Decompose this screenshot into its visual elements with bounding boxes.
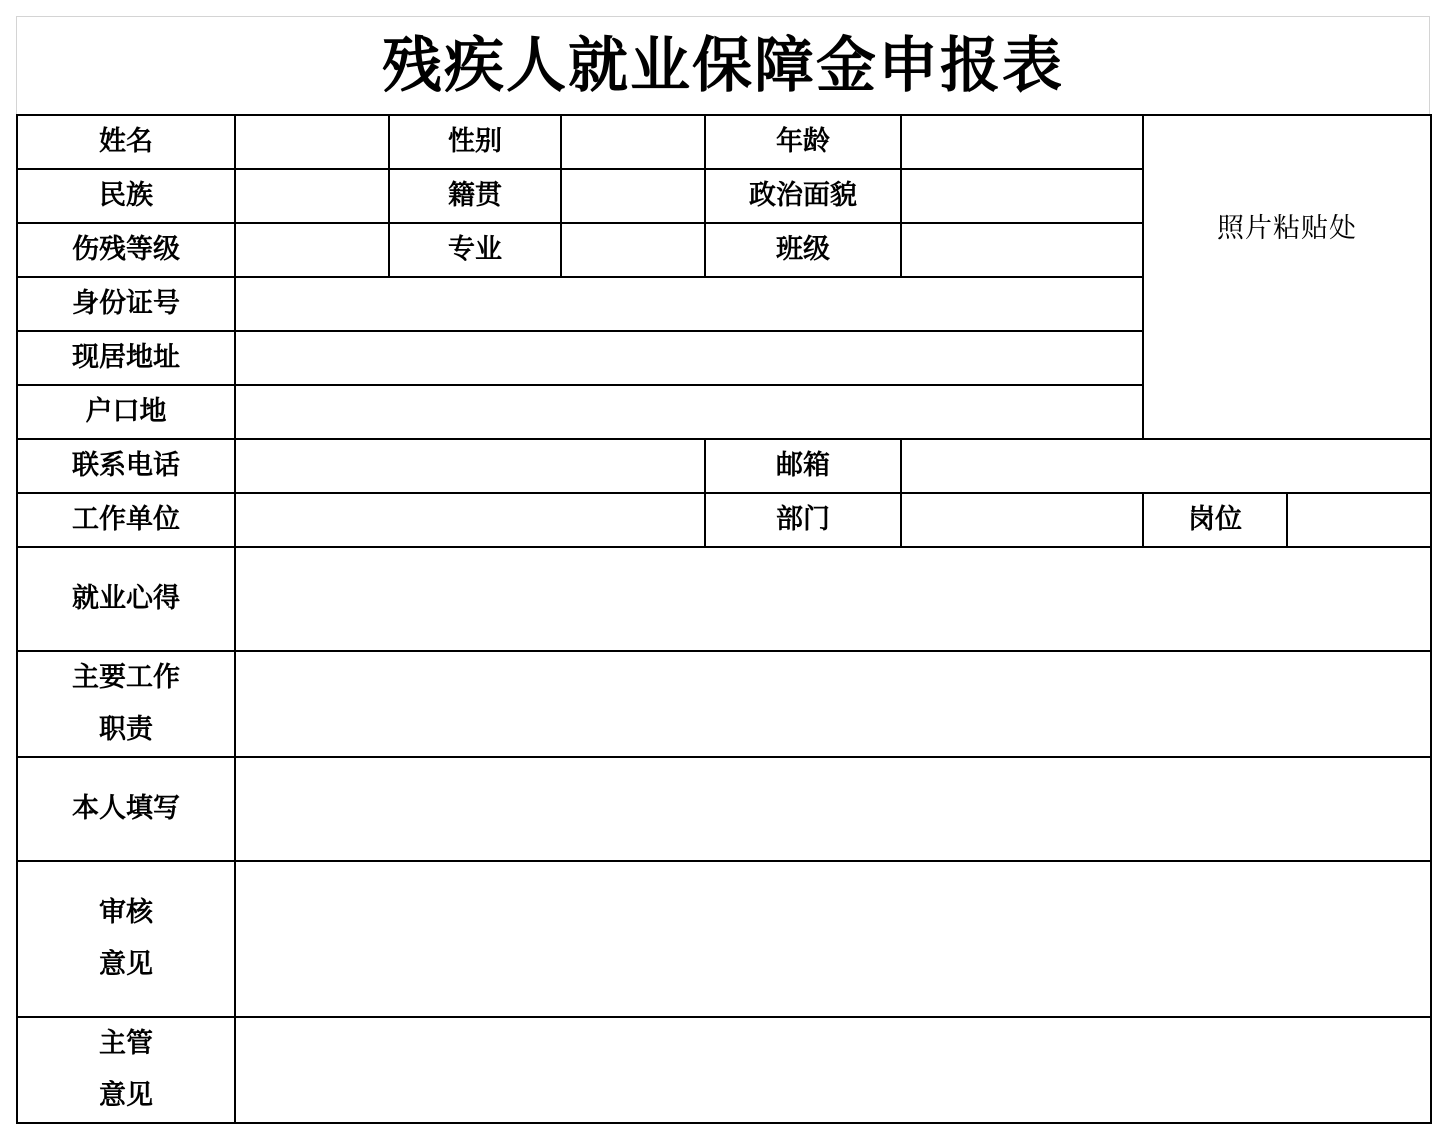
label-supervisor	[17, 1017, 235, 1123]
label-review-line2: 意见	[99, 949, 153, 980]
label-main-duties-line2: 职责	[99, 714, 153, 745]
field-major[interactable]	[561, 223, 705, 277]
label-phone: 联系电话	[17, 439, 235, 493]
row-employer	[17, 493, 1431, 547]
field-name[interactable]	[235, 115, 389, 169]
field-main-duties[interactable]	[235, 651, 1431, 757]
label-main-duties-line1: 主要工作	[72, 662, 180, 693]
label-review	[17, 861, 235, 1017]
photo-placeholder: 照片粘贴处	[1217, 212, 1357, 244]
row-review	[17, 861, 1431, 1017]
field-supervisor[interactable]	[235, 1017, 1431, 1123]
form-title: 残疾人就业保障金申报表	[382, 30, 1064, 101]
label-employer: 工作单位	[17, 493, 235, 547]
label-email: 邮箱	[705, 439, 901, 493]
label-supervisor-line2: 意见	[99, 1080, 153, 1111]
field-household-registration[interactable]	[235, 385, 1143, 439]
row-name	[17, 115, 1431, 169]
label-class: 班级	[705, 223, 901, 277]
label-age: 年龄	[705, 115, 901, 169]
label-id-number: 身份证号	[17, 277, 235, 331]
label-current-address: 现居地址	[17, 331, 235, 385]
photo-area[interactable]	[1143, 115, 1431, 439]
field-email[interactable]	[901, 439, 1431, 493]
field-phone[interactable]	[235, 439, 705, 493]
field-position[interactable]	[1287, 493, 1431, 547]
label-main-duties	[17, 651, 235, 757]
label-supervisor-line1: 主管	[99, 1028, 153, 1059]
field-class[interactable]	[901, 223, 1143, 277]
field-native-place[interactable]	[561, 169, 705, 223]
field-gender[interactable]	[561, 115, 705, 169]
row-main-duties	[17, 651, 1431, 757]
label-ethnicity: 民族	[17, 169, 235, 223]
label-department: 部门	[705, 493, 901, 547]
label-political-status: 政治面貌	[705, 169, 901, 223]
title-bar	[16, 16, 1430, 114]
field-employment-experience[interactable]	[235, 547, 1431, 651]
form-table	[16, 114, 1432, 1124]
label-self-fill: 本人填写	[17, 757, 235, 861]
label-name: 姓名	[17, 115, 235, 169]
field-political-status[interactable]	[901, 169, 1143, 223]
field-self-fill[interactable]	[235, 757, 1431, 861]
label-disability-level: 伤残等级	[17, 223, 235, 277]
label-employment-experience: 就业心得	[17, 547, 235, 651]
label-household-registration: 户口地	[17, 385, 235, 439]
field-department[interactable]	[901, 493, 1143, 547]
row-phone	[17, 439, 1431, 493]
label-position: 岗位	[1143, 493, 1287, 547]
field-age[interactable]	[901, 115, 1143, 169]
field-current-address[interactable]	[235, 331, 1143, 385]
label-major: 专业	[389, 223, 561, 277]
row-supervisor	[17, 1017, 1431, 1123]
label-native-place: 籍贯	[389, 169, 561, 223]
row-employment-experience	[17, 547, 1431, 651]
label-review-line1: 审核	[99, 897, 153, 928]
field-review[interactable]	[235, 861, 1431, 1017]
field-id-number[interactable]	[235, 277, 1143, 331]
row-self-fill	[17, 757, 1431, 861]
label-gender: 性别	[389, 115, 561, 169]
field-employer[interactable]	[235, 493, 705, 547]
field-ethnicity[interactable]	[235, 169, 389, 223]
field-disability-level[interactable]	[235, 223, 389, 277]
